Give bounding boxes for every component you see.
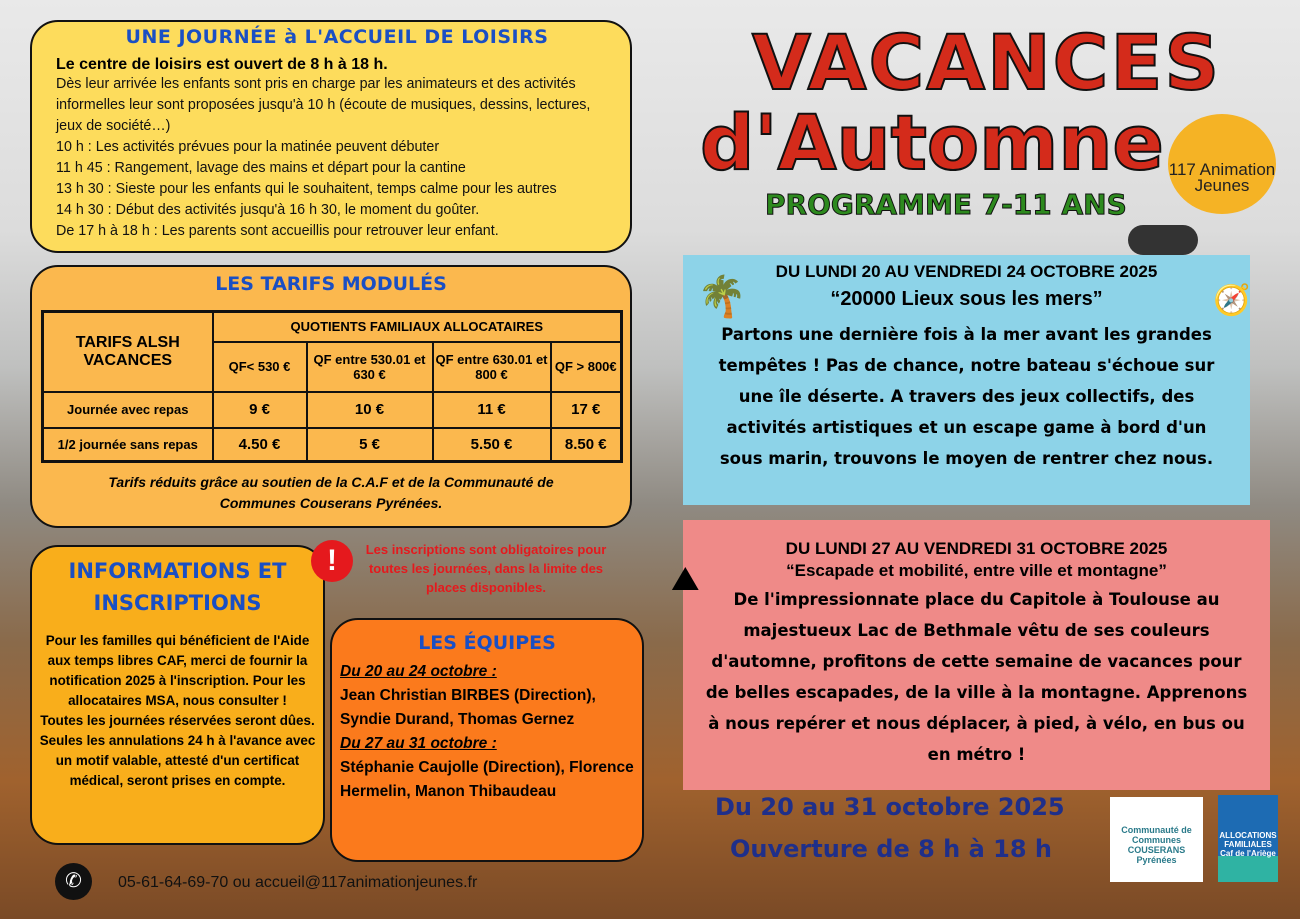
logo-text: 117 Animation Jeunes [1168, 160, 1276, 195]
title-vacances: VACANCES [752, 18, 1222, 107]
hours-text: Ouverture de 8 h à 18 h [730, 835, 1052, 863]
cell: 17 € [551, 392, 622, 428]
caf-logo [1218, 795, 1278, 882]
warning-text: Les inscriptions sont obligatoires pour toutes les journées, dans la limite des places disponibles. [365, 542, 607, 595]
cell: 11 € [433, 392, 551, 428]
team-names: Stéphanie Caujolle (Direction), Florence Hermelin, Manon Thibaudeau [340, 759, 634, 800]
week1-dates: DU LUNDI 20 AU VENDREDI 24 OCTOBRE 2025 [775, 262, 1158, 281]
infos-title: INFORMATIONS ET INSCRIPTIONS [68, 559, 287, 615]
animation-jeunes-logo [1168, 114, 1276, 214]
tarifs-table [41, 310, 623, 463]
period-text: Du 20 au 31 octobre 2025 [715, 793, 1065, 821]
mountain-icon: ⛰ [671, 560, 700, 598]
week2-dates: DU LUNDI 27 AU VENDREDI 31 OCTOBRE 2025 [785, 539, 1168, 558]
equipes-box [330, 618, 644, 862]
column-header: QF > 800€ [551, 342, 622, 392]
team-dates: Du 20 au 24 octobre : [340, 663, 497, 680]
title-automne: d'Automne [700, 98, 1164, 187]
journee-line: 14 h 30 : Début des activités jusqu'à 16 h 30, le moment du goûter. [56, 202, 480, 218]
logo-text: Communauté de Communes COUSERANS Pyrénées [1121, 825, 1192, 865]
week2-theme: “Escapade et mobilité, entre ville et montagne” [786, 561, 1167, 580]
compass-icon: 🧭 [1213, 284, 1251, 317]
palm-tree-icon: 🌴 [697, 275, 747, 319]
column-header: QF entre 630.01 et 800 € [433, 342, 551, 392]
contact-text[interactable]: 05-61-64-69-70 ou accueil@117animationjeunes.fr [118, 874, 478, 891]
tarifs-title: LES TARIFS MODULÉS [215, 273, 447, 295]
journee-line: 10 h : Les activités prévues pour la matinée peuvent débuter [56, 139, 440, 155]
cell: 9 € [213, 392, 307, 428]
week2-panel [671, 520, 1270, 790]
table-row [43, 428, 622, 462]
week2-text: De l'impressionnate place du Capitole à Toulouse au majestueux Lac de Bethmale vêtu de ses couleurs d'automne, profitons de cette semaine de vacances pour de belles escapades, de la ville à la montagne. Apprenons à nous repérer et nous déplacer, à pied, à vélo, en bus ou en métro ! [705, 590, 1248, 764]
journee-box [30, 20, 632, 253]
table-corner: TARIFS ALSH VACANCES [43, 312, 213, 392]
column-header: QF< 530 € [213, 342, 307, 392]
week1-theme: “20000 Lieux sous les mers” [830, 288, 1103, 310]
subtitle-programme: PROGRAMME 7-11 ANS [765, 188, 1127, 221]
infos-text-1: Pour les familles qui bénéficient de l'Aide aux temps libres CAF, merci de fournir la notification 2025 à l'inscription. Pour les allocataires MSA, nous consulter ! [45, 633, 310, 708]
submarine-icon [1128, 225, 1198, 255]
equipes-title: LES ÉQUIPES [418, 632, 556, 654]
journee-line: 11 h 45 : Rangement, lavage des mains et départ pour la cantine [56, 160, 466, 176]
row-label: Journée avec repas [43, 392, 213, 428]
cell: 10 € [307, 392, 433, 428]
tarifs-note: Tarifs réduits grâce au soutien de la C.A.F et de la Communauté de Communes Couserans Pyrénées. [108, 474, 554, 511]
week1-text: Partons une dernière fois à la mer avant les grandes tempêtes ! Pas de chance, notre bateau s'échoue sur une île déserte. A travers des jeux collectifs, des activités artistiques et un escape game à bord d'un sous marin, trouvons le moyen de rentrer chez nous. [718, 325, 1215, 468]
team-dates: Du 27 au 31 octobre : [340, 735, 497, 752]
cell: 5 € [307, 428, 433, 462]
table-row [43, 392, 622, 428]
exclamation-icon: ! [311, 540, 353, 582]
infos-text-2: Toutes les journées réservées seront dûes. Seules les annulations 24 h à l'avance avec un motif valable, attesté d'un certificat médical, seront prises en compte. [39, 713, 316, 788]
journee-line: Dès leur arrivée les enfants sont pris en charge par les animateurs et des activités informelles leur sont proposées jusqu'à 10 h (écoute de musiques, dessins, lectures, jeux de société…) [56, 76, 591, 134]
couserans-logo [1110, 797, 1203, 882]
cell: 4.50 € [213, 428, 307, 462]
row-label: 1/2 journée sans repas [43, 428, 213, 462]
cell: 8.50 € [551, 428, 622, 462]
infos-box [30, 545, 325, 845]
journee-line: 13 h 30 : Sieste pour les enfants qui le souhaitent, temps calme pour les autres [56, 181, 557, 197]
journee-lead: Le centre de loisirs est ouvert de 8 h à 18 h. [56, 56, 388, 73]
tarifs-box [30, 265, 632, 528]
journee-title: UNE JOURNÉE à L'ACCUEIL DE LOISIRS [125, 26, 549, 48]
phone-icon: ✆ [55, 863, 92, 900]
journee-line: De 17 h à 18 h : Les parents sont accueillis pour retrouver leur enfant. [56, 223, 499, 239]
week1-panel [683, 255, 1250, 505]
table-group-header: QUOTIENTS FAMILIAUX ALLOCATAIRES [213, 312, 622, 342]
cell: 5.50 € [433, 428, 551, 462]
team-names: Jean Christian BIRBES (Direction), Syndie Durand, Thomas Gernez [340, 687, 596, 728]
column-header: QF entre 530.01 et 630 € [307, 342, 433, 392]
logo-text: ALLOCATIONS FAMILIALES Caf de l'Ariège [1219, 831, 1277, 858]
